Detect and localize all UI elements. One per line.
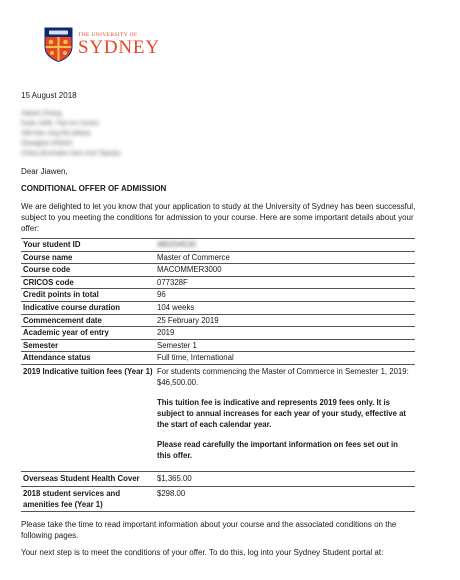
address-line: 338 Nan Jing Rd (West) — [21, 130, 91, 137]
fees-cell — [155, 364, 415, 471]
row-label: Indicative course duration — [21, 301, 155, 314]
table-row — [21, 314, 415, 327]
table-row — [21, 327, 415, 340]
row-label: 2019 Indicative tuition fees (Year 1) — [21, 364, 155, 471]
table-row — [21, 289, 415, 302]
letter-heading: CONDITIONAL OFFER OF ADMISSION — [21, 184, 167, 193]
table-row-oshc — [21, 471, 415, 486]
fees-note-2: Please read carefully the important information on fees set out in this offer. — [157, 439, 398, 460]
table-row — [21, 239, 415, 252]
row-label: Course code — [21, 264, 155, 277]
table-row — [21, 352, 415, 365]
row-label: Commencement date — [21, 314, 155, 327]
table-row — [21, 339, 415, 352]
table-row — [21, 251, 415, 264]
address-line: Suite 1406, Tian An Centre — [21, 120, 99, 127]
row-label: Your student ID — [21, 239, 155, 252]
outro-paragraph-2: Your next step is to meet the conditions of your offer. To do this, log into your Sydney Student portal at: — [21, 548, 384, 557]
university-logo — [44, 27, 160, 62]
row-label: Overseas Student Health Cover — [21, 471, 155, 486]
student-id-value: 480204530 — [155, 239, 415, 252]
row-label: Academic year of entry — [21, 327, 155, 340]
row-label: Credit points in total — [21, 289, 155, 302]
table-row — [21, 276, 415, 289]
row-value: $298.00 — [155, 486, 415, 511]
row-label: 2018 student services and amenities fee (Year 1) — [21, 486, 155, 511]
row-value: MACOMMER3000 — [155, 264, 415, 277]
address-line: China (Excludes Sars And Taiwan) — [21, 150, 121, 157]
address-line: Shanghai 200003 — [21, 140, 72, 147]
row-label: Course name — [21, 251, 155, 264]
row-value: 96 — [155, 289, 415, 302]
row-label: Attendance status — [21, 352, 155, 365]
row-value: $1,365.00 — [155, 471, 415, 486]
logo-line-1: THE UNIVERSITY OF — [78, 32, 138, 38]
address-line: Jiawen Zhang — [21, 110, 62, 117]
row-value: Semester 1 — [155, 339, 415, 352]
outro-paragraph-1: Please take the time to read important information about your course and the associated conditions on the following pages. — [21, 520, 397, 540]
table-row — [21, 301, 415, 314]
row-value: 104 weeks — [155, 301, 415, 314]
row-value: 25 February 2019 — [155, 314, 415, 327]
letter-date: 15 August 2018 — [21, 91, 77, 100]
row-value: 2019 — [155, 327, 415, 340]
row-value: 077328F — [155, 276, 415, 289]
salutation: Dear Jiawen, — [21, 167, 68, 176]
offer-details-table — [21, 238, 415, 512]
logo-line-2: SYDNEY — [78, 37, 160, 58]
table-row-fees — [21, 364, 415, 471]
row-label: CRICOS code — [21, 276, 155, 289]
fees-text: For students commencing the Master of Commerce in Semester 1, 2019: $46,500.00. — [157, 366, 409, 387]
table-row — [21, 264, 415, 277]
intro-paragraph: We are delighted to let you know that your application to study at the University of Sydney has been successful, subject to you meeting the conditions for admission to your course. Here are some important details about your offer: — [21, 202, 416, 233]
fees-note-1: This tuition fee is indicative and represents 2019 fees only. It is subject to annual increases for each year of your study, effective at the start of each calendar year. — [157, 397, 407, 429]
table-row-ssaf — [21, 486, 415, 511]
row-value: Master of Commerce — [155, 251, 415, 264]
row-label: Semester — [21, 339, 155, 352]
university-crest-icon — [44, 27, 73, 62]
recipient-address — [21, 109, 121, 159]
row-value: Full time, International — [155, 352, 415, 365]
